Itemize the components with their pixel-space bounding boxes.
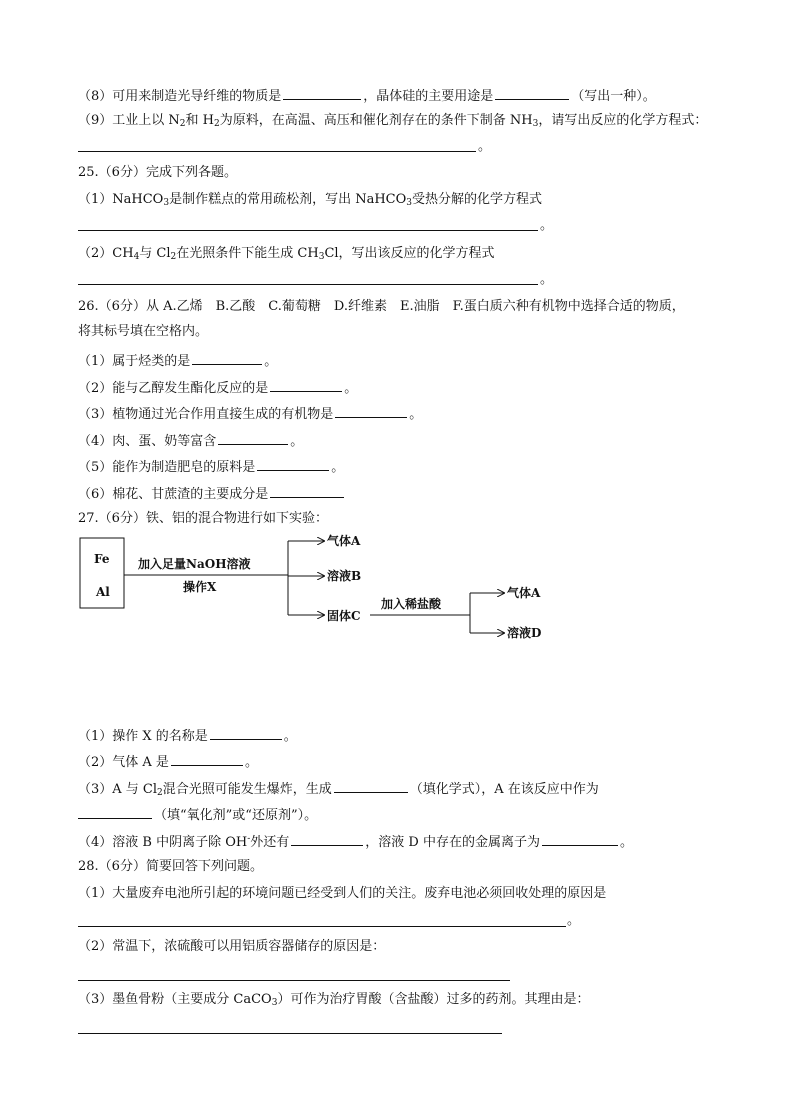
fe-label: Fe [94,552,110,566]
gas-a-label: 气体A [327,534,361,548]
q25-item-1: （1）NaHCO$_3$是制作糕点的常用疏松剂，写出 NaHCO$_3$受热分解的化学方程式 [78,192,543,208]
q27-item-1: （1）操作 X 的名称是 。 [78,726,297,746]
answer-blank[interactable] [283,86,361,100]
answer-line[interactable] [78,230,538,231]
answer-line[interactable] [78,151,476,152]
answer-blank[interactable] [218,431,288,445]
solution-b-label: 溶液B [327,569,362,583]
q27-item-3-cont: （填“氧化剂”或“还原剂”）。 [78,805,317,825]
answer-blank[interactable] [192,351,262,365]
q28-item-3: （3）墨鱼骨粉（主要成分 CaCO$_3$）可作为治疗胃酸（含盐酸）过多的药剂。其理由是： [78,992,590,1008]
q24-item-9: （9）工业上以 $N_2$和 $H_2$为原料，在高温、高压和催化剂存在的条件下制备 $NH_3$，请写出反应的化学方程式： [78,113,708,129]
q26-title-cont: 将其标号填在空格内。 [78,324,209,339]
answer-blank[interactable] [495,86,569,100]
answer-line[interactable] [78,1033,502,1034]
step2-label: 加入稀盐酸 [381,597,442,611]
q28-item-2: （2）常温下，浓硫酸可以用铝质容器储存的原因是： [78,939,386,954]
experiment-flow-diagram [78,533,558,643]
answer-blank[interactable] [291,832,363,846]
solid-c-label: 固体C [327,609,361,623]
q26-title: 26.（6分）从 A.乙烯 B.乙酸 C.葡萄糖 D.纤维素 E.油脂 F.蛋白质六种有机物中选择合适的物质， [78,299,685,314]
q26-item-5: （5）能作为制造肥皂的原料是 。 [78,457,344,477]
q27-item-3: （3）A 与 $Cl_2$混合光照可能发生爆炸，生成 （填化学式），A 在该反应中作为 [78,779,599,799]
step1-label: 加入足量NaOH溶液 [138,557,251,571]
q27-title: 27.（6分）铁、铝的混合物进行如下实验： [78,511,328,526]
answer-line[interactable] [78,284,538,285]
q24-item-8: （8）可用来制造光导纤维的物质是 ，晶体硅的主要用途是 （写出一种）。 [78,86,656,106]
al-label: Al [96,585,110,599]
q26-item-3: （3）植物通过光合作用直接生成的有机物是 。 [78,404,422,424]
q25-item-2: $(2)CH_4$与 $Cl_2$在光照条件下能生成 $CH_3Cl$，写出该反应的化学方程式 [78,246,495,262]
answer-blank[interactable] [270,484,344,498]
q28-item-1: （1）大量废弃电池所引起的环境问题已经受到人们的关注。废弃电池必须回收处理的原因是 [78,886,607,901]
answer-blank[interactable] [257,457,329,471]
gas-a2-label: 气体A [507,586,541,600]
q27-item-4: （4）溶液 B 中阴离子除 OH-外还有 ，溶液 D 中存在的金属离子为 。 [78,834,633,850]
answer-blank[interactable] [334,779,408,793]
solution-d-label: 溶液D [507,626,542,640]
answer-blank[interactable] [335,404,407,418]
answer-line[interactable] [78,926,566,927]
answer-blank[interactable] [270,378,342,392]
answer-blank[interactable] [171,752,243,766]
q27-item-2: （2）气体 A 是 。 [78,752,258,772]
answer-blank[interactable] [210,726,282,740]
q26-item-6: （6）棉花、甘蔗渣的主要成分是 [78,484,346,504]
q25-title: 25.（6分）完成下列各题。 [78,165,237,180]
q28-title: 28.（6分）简要回答下列问题。 [78,859,263,874]
answer-blank[interactable] [542,832,618,846]
q26-item-1: （1）属于烃类的是 。 [78,351,277,371]
answer-line[interactable] [78,980,510,981]
operation-label: 操作X [183,580,217,594]
q26-item-4: （4）肉、蛋、奶等富含 。 [78,431,303,451]
answer-blank[interactable] [78,805,152,819]
q26-item-2: （2）能与乙醇发生酯化反应的是 。 [78,378,357,398]
